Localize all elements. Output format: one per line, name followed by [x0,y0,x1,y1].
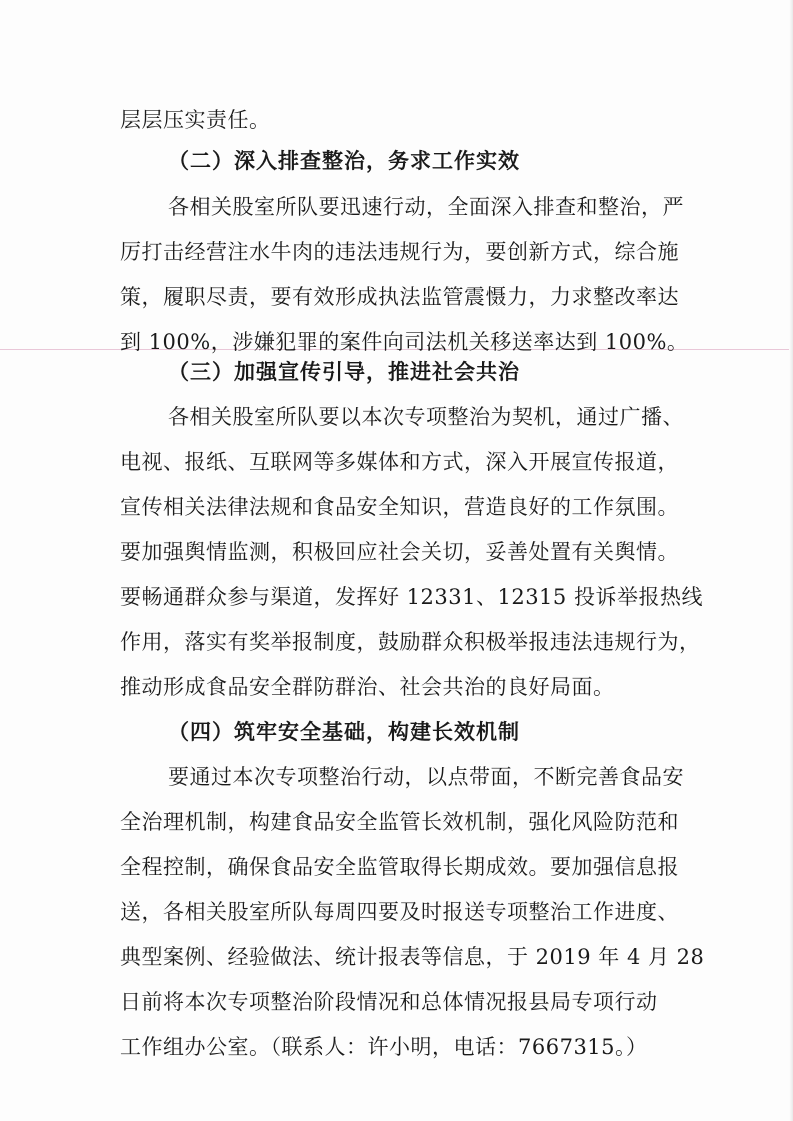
paragraph-line: 各相关股室所队要迅速行动，全面深入排查和整治，严 [168,195,684,219]
paragraph-line: 宣传相关法律法规和食品安全知识，营造良好的工作氛围。 [120,495,679,519]
paragraph-line: 到 100%，涉嫌犯罪的案件向司法机关移送率达到 100%。 [120,330,689,354]
paragraph-line: 作用，落实有奖举报制度，鼓励群众积极举报违法违规行为， [120,630,701,654]
paragraph-line: 层层压实责任。 [120,108,271,132]
paragraph-line: 要加强舆情监测，积极回应社会关切，妥善处置有关舆情。 [120,540,679,564]
paragraph-line: 全程控制，确保食品安全监管取得长期成效。要加强信息报 [120,855,679,879]
paragraph-line: 要畅通群众参与渠道，发挥好 12331、12315 投诉举报热线 [120,585,703,609]
section-heading-3: （三）加强宣传引导，推进社会共治 [168,359,520,384]
paragraph-line: 各相关股室所队要以本次专项整治为契机，通过广播、 [168,405,684,429]
section-heading-4: （四）筑牢安全基础，构建长效机制 [168,719,520,744]
paragraph-line: 厉打击经营注水牛肉的违法违规行为，要创新方式，综合施 [120,240,679,264]
scan-edge [789,0,793,1121]
paragraph-line: 全治理机制，构建食品安全监管长效机制，强化风险防范和 [120,810,679,834]
paragraph-line: 要通过本次专项整治行动，以点带面，不断完善食品安 [168,765,684,789]
paragraph-line: 送，各相关股室所队每周四要及时报送专项整治工作进度、 [120,900,679,924]
paragraph-line: 工作组办公室。（联系人：许小明，电话：7667315。） [120,1035,648,1059]
paragraph-line: 典型案例、经验做法、统计报表等信息，于 2019 年 4 月 28 [120,945,705,969]
paragraph-line: 推动形成食品安全群防群治、社会共治的良好局面。 [120,675,615,699]
paragraph-line: 电视、报纸、互联网等多媒体和方式，深入开展宣传报道， [120,450,679,474]
section-heading-2: （二）深入排查整治，务求工作实效 [168,148,520,173]
paragraph-line: 策，履职尽责，要有效形成执法监管震慑力，力求整改率达 [120,285,679,309]
paragraph-line: 日前将本次专项整治阶段情况和总体情况报县局专项行动 [120,990,658,1014]
